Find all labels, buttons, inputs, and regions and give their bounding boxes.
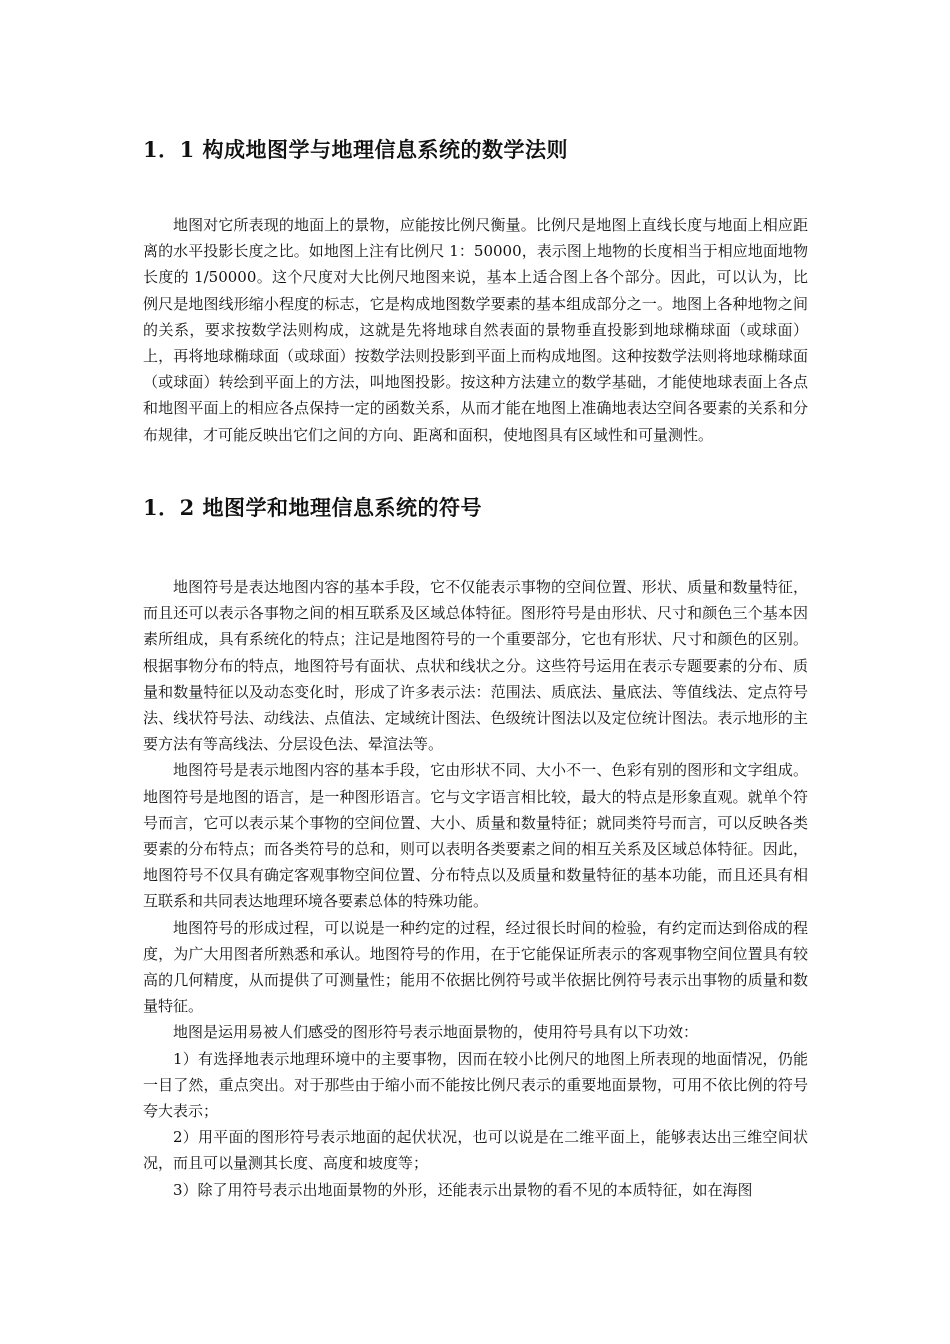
section-2-body [143, 574, 808, 1203]
section-1-heading: 1．1 构成地图学与地理信息系统的数学法则 [143, 137, 569, 162]
list-item: 1）有选择地表示地理环境中的主要事物，因而在较小比例尺的地图上所表现的地面情况，仍能一目了然，重点突出。对于那些由于缩小而不能按比例尺表示的重要地面景物，可用不依比例的符号夸大表示； [143, 1049, 808, 1121]
paragraph: 地图是运用易被人们感受的图形符号表示地面景物的，使用符号具有以下功效： [173, 1023, 699, 1042]
section-2-heading: 1．2 地图学和地理信息系统的符号 [143, 495, 483, 520]
section-1-body [143, 212, 808, 448]
paragraph: 地图符号的形成过程，可以说是一种约定的过程，经过很长时间的检验，有约定而达到俗成的程度，为广大用图者所熟悉和承认。地图符号的作用，在于它能保证所表示的客观事物空间位置具有较高的几何精度，从而提供了可测量性；能用不依据比例符号或半依据比例符号表示出事物的质量和数量特征。 [143, 918, 808, 1016]
paragraph: 地图符号是表达地图内容的基本手段，它不仅能表示事物的空间位置、形状、质量和数量特征，而且还可以表示各事物之间的相互联系及区域总体特征。图形符号是由形状、尺寸和颜色三个基本因素所组成，具有系统化的特点；注记是地图符号的一个重要部分，它也有形状、尺寸和颜色的区别。根据事物分布的特点，地图符号有面状、点状和线状之分。这些符号运用在表示专题要素的分布、质量和数量特征以及动态变化时，形成了许多表示法：范围法、质底法、量底法、等值线法、定点符号法、线状符号法、动线法、点值法、定域统计图法、色级统计图法以及定位统计图法。表示地形的主要方法有等高线法、分层设色法、晕渲法等。 [143, 578, 808, 754]
paragraph: 地图符号是表示地图内容的基本手段，它由形状不同、大小不一、色彩有别的图形和文字组成。地图符号是地图的语言，是一种图形语言。它与文字语言相比较，最大的特点是形象直观。就单个符号而言，它可以表示某个事物的空间位置、大小、质量和数量特征；就同类符号而言，可以反映各类要素的分布特点；而各类符号的总和，则可以表明各类要素之间的相互关系及区域总体特征。因此，地图符号不仅具有确定客观事物空间位置、分布特点以及质量和数量特征的基本功能，而且还具有相互联系和共同表达地理环境各要素总体的特殊功能。 [143, 761, 808, 911]
list-item: 3）除了用符号表示出地面景物的外形，还能表示出景物的看不见的本质特征，如在海图 [173, 1180, 753, 1199]
paragraph: 地图对它所表现的地面上的景物，应能按比例尺衡量。比例尺是地图上直线长度与地面上相应距离的水平投影长度之比。如地图上注有比例尺 1：50000，表示图上地物的长度相当于相应地面地物长度的 1/50000。这个尺度对大比例尺地图来说，基本上适合图上各个部分。因此，可以认为，比例尺是地图线形缩小程度的标志，它是构成地图数学要素的基本组成部分之一。地图上各种地物之间的关系，要求按数学法则构成，这就是先将地球自然表面的景物垂直投影到地球椭球面（或球面）上，再将地球椭球面（或球面）按数学法则投影到平面上而构成地图。这种按数学法则将地球椭球面（或球面）转绘到平面上的方法，叫地图投影。按这种方法建立的数学基础，才能使地球表面上各点和地图平面上的相应各点保持一定的函数关系，从而才能在地图上准确地表达空间各要素的关系和分布规律，才可能反映出它们之间的方向、距离和面积，使地图具有区域性和可量测性。 [143, 216, 808, 444]
list-item: 2）用平面的图形符号表示地面的起伏状况，也可以说是在二维平面上，能够表达出三维空间状况，而且可以量测其长度、高度和坡度等； [143, 1128, 808, 1173]
